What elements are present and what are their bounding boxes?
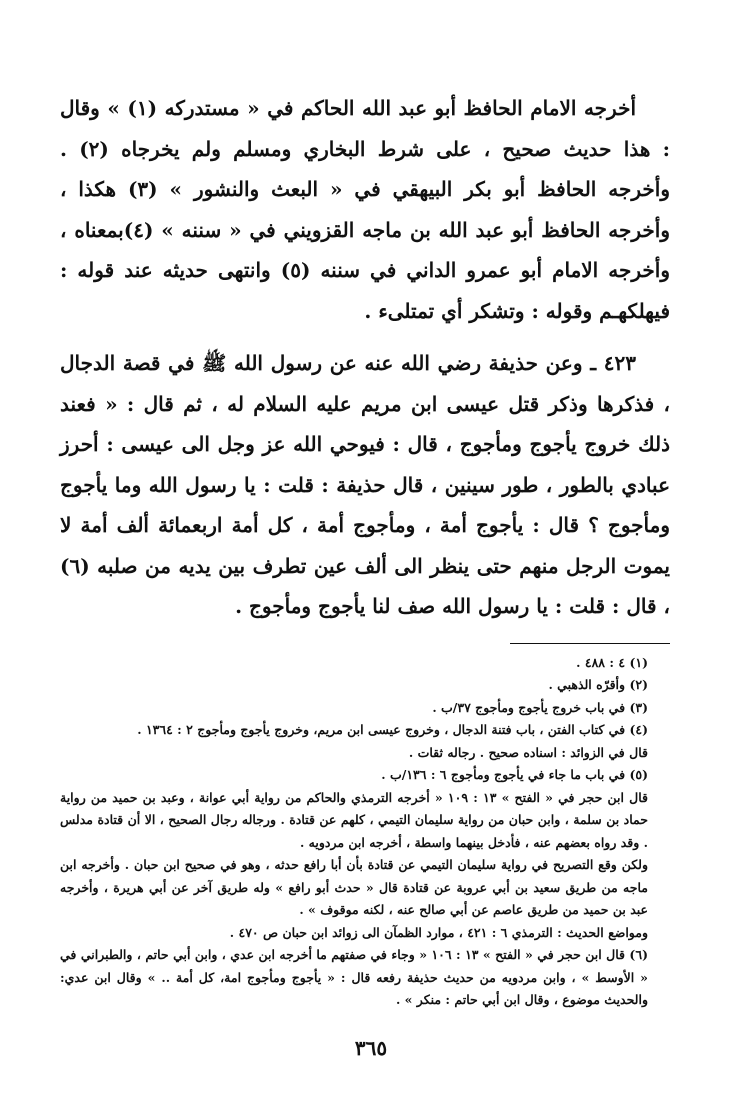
footnote-6 bbox=[60, 944, 670, 1012]
main-text bbox=[60, 88, 670, 627]
footnote-text: ولكن وقع التصريح في رواية سليمان التيمي عن قتادة بأن أبا رافع حدثه ، وهو في صحيح ابن حبان . وأخرجه ابن ماجه من طريق سعيد بن أبي عروبة عن قتادة قال « حدث أبو رافع » وله طريق آخر عن أبي هريرة ، وأخرجه عبد بن حميد من طريق عاصم عن أبي صالح عنه ، لكنه موقوف » . bbox=[60, 857, 648, 917]
footnote-5 bbox=[60, 764, 670, 944]
paragraph: ٤٢٣ ـ وعن حذيفة رضي الله عنه عن رسول الله ﷺ في قصة الدجال ، فذكرها وذكر قتل عيسى ابن مريم عليه السلام له ، ثم قال : « فعند ذلك خروج يأجوج ومأجوج ، قال : فيوحي الله عز وجل الى عيسى : أحرز عبادي بالطور ، طور سينين ، قال حذيفة : قلت : يا رسول الله وما يأجوج ومأجوج ؟ قال : يأجوج أمة ، ومأجوج أمة ، كل أمة اربعمائة ألف أمة لا يموت الرجل منهم حتى ينظر الى ألف عين تطرف بين يديه من صلبه (٦) ، قال : قلت : يا رسول الله صف لنا يأجوج ومأجوج . bbox=[60, 351, 670, 618]
footnotes bbox=[60, 652, 670, 1012]
footnote-number: (٥) bbox=[629, 767, 648, 782]
footnote-text: ومواضع الحديث : الترمذي ٦ : ٤٢١ ، موارد الظمآن الى زوائد ابن حبان ص ٤٧٠ . bbox=[229, 924, 648, 940]
footnote-text: ٤ : ٤٨٨ . bbox=[576, 654, 626, 670]
book-page bbox=[60, 88, 670, 1088]
footnote-number: (١) bbox=[629, 654, 648, 670]
footnote-number: (٢) bbox=[629, 677, 648, 692]
footnote-number: (٦) bbox=[629, 947, 648, 962]
footnote-2 bbox=[60, 674, 670, 697]
page-number: ٣٦٥ bbox=[354, 1036, 388, 1060]
footnote-text: في باب ما جاء في يأجوج ومأجوج ٦ : ١٣٦/ب . bbox=[381, 767, 626, 782]
footnote-text: قال ابن حجر في « الفتح » ١٣ : ١٠٦ « وجاء في صفتهم ما أخرجه ابن عدي ، وابن أبي حاتم ، والطبراني في « الأوسط » ، وابن مردويه من حديث حذيفة رفعه قال : « يأجوج ومأجوج امة، كل أمة .. » وقال ابن عدي: والحديث موضوع ، وقال ابن أبي حاتم : منكر » . bbox=[60, 947, 648, 1007]
footnote-1 bbox=[60, 652, 670, 675]
footnote-4 bbox=[60, 719, 670, 764]
footnote-number: (٤) bbox=[629, 722, 648, 737]
paragraph: أخرجه الامام الحافظ أبو عبد الله الحاكم في « مستدركه (١) » وقال : هذا حديث صحيح ، على شرط البخاري ومسلم ولم يخرجاه (٢) . وأخرجه الحافظ أبو بكر البيهقي في « البعث والنشور » (٣) هكذا ، وأخرجه الحافظ أبو عبد الله بن ماجه القزويني في « سننه » (٤)بمعناه ، وأخرجه الامام أبو عمرو الداني في سننه (٥) وانتهى حديثه عند قوله : فيهلكهـم وقوله : وتشكر أي تمتلىء . bbox=[60, 96, 671, 323]
footnote-text: وأقرّه الذهبي . bbox=[548, 677, 626, 692]
footnote-text: في باب خروج يأجوج ومأجوج ٣٧/ب . bbox=[432, 699, 626, 715]
footnote-3 bbox=[60, 697, 670, 720]
footnote-number: (٣) bbox=[629, 699, 648, 715]
footnote-text: في كتاب الفتن ، باب فتنة الدجال ، وخروج عيسى ابن مريم، وخروج يأجوج ومأجوج ٢ : ١٣٦٤ . bbox=[137, 722, 626, 737]
footnote-text: قال في الزوائد : اسناده صحيح . رجاله ثقات . bbox=[408, 744, 648, 760]
footnote-text: قال ابن حجر في « الفتح » ١٣ : ١٠٩ « أخرجه الترمذي والحاكم من رواية أبي عوانة ، وعبد بن حميد من رواية حماد بن سلمة ، وابن حبان من رواية سليمان التيمي ، كلهم عن قتادة . ورجاله رجال الصحيح ، الا أن قتادة مدلس . وقد رواه بعضهم عنه ، فأدخل بينهما واسطة ، أخرجه ابن مردويه . bbox=[60, 789, 648, 850]
footnote-separator bbox=[510, 643, 670, 644]
